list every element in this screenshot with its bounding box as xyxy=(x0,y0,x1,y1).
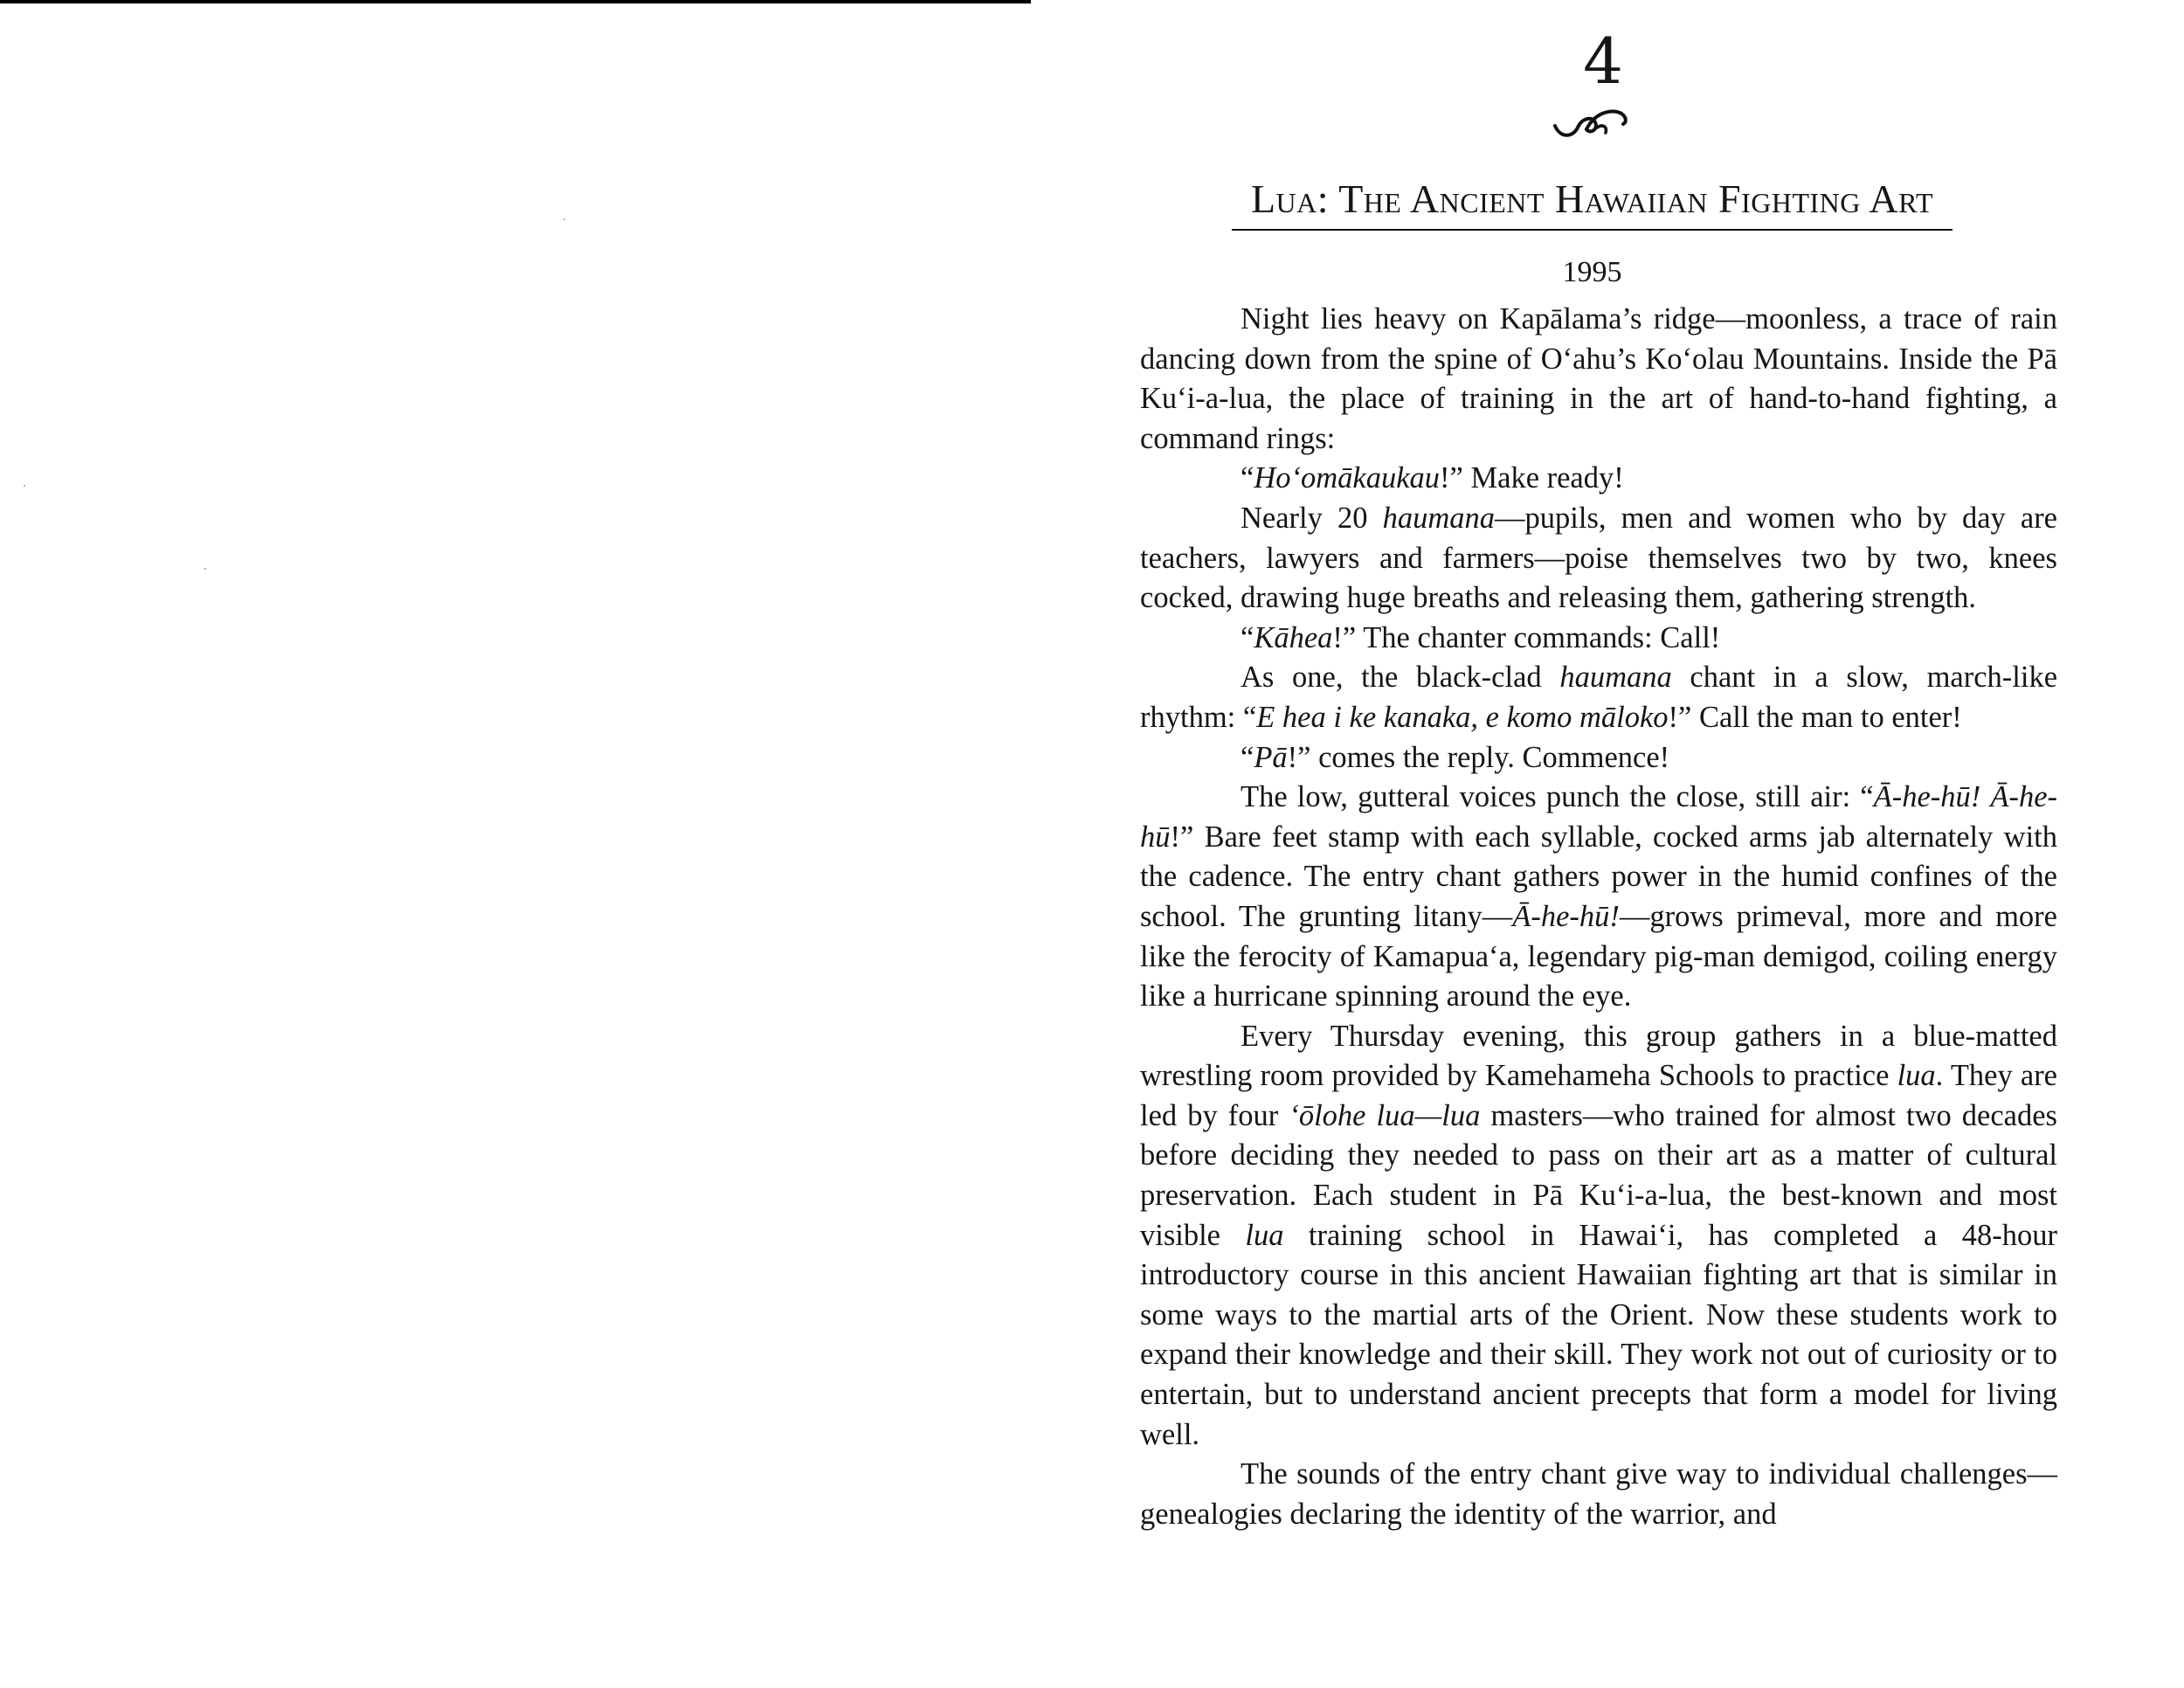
text-run: masters—who trained for almost two decades before deciding they needed to pass on their art as a matter of cultural preservation. Each student in Pā Ku‘i-a-lua, the best-known and most visible xyxy=(1140,1098,2057,1252)
top-edge-rule xyxy=(0,0,1031,3)
chapter-title: Lua: The Ancient Hawaiian Fighting Art xyxy=(1250,176,1934,221)
italic-term: Pā xyxy=(1254,740,1288,774)
text-run: !” comes the reply. Commence! xyxy=(1287,740,1670,774)
text-run: “ xyxy=(1241,740,1254,774)
paragraph-p9 xyxy=(1140,1455,2057,1534)
text-run: training school in Hawai‘i, has completed a 48-hour introductory course in this ancient Hawaiian fighting art that is similar in some ways to the martial arts of the Orient. Now these students work to expand their knowledge and their skill. They work not out of curiosity or to entertain, but to understand ancient precepts that form a model for living well. xyxy=(1140,1218,2057,1451)
paragraph-p6 xyxy=(1140,738,2057,778)
text-run: Night lies heavy on Kapālama’s ridge—moonless, a trace of rain dancing down from the spine of O‘ahu’s Ko‘olau Mountains. Inside the Pā Ku‘i-a-lua, the place of training in the art of hand-to-hand fighting, a command rings: xyxy=(1140,302,2057,455)
text-run: !” The chanter commands: Call! xyxy=(1332,620,1721,654)
text-run: Every Thursday evening, this group gathers in a blue-matted wrestling room provided by Kamehameha Schools to practice xyxy=(1140,1019,2057,1093)
italic-term: Kāhea xyxy=(1254,620,1333,654)
text-run: The low, gutteral voices punch the close, still air: “ xyxy=(1241,780,1874,814)
italic-term: lua xyxy=(1897,1059,1936,1093)
italic-term: haumana xyxy=(1382,501,1496,535)
text-run: —grows primeval, more and more like the ferocity of Kamapua‘a, legendary pig-man demigod, coiling energy like a hurricane spinning around the eye. xyxy=(1140,899,2057,1013)
paragraph-p1 xyxy=(1140,300,2057,459)
text-run: —pupils, men and women who by day are teachers, lawyers and farmers—poise themselves two by two, knees cocked, drawing huge breaths and releasing them, gathering strength. xyxy=(1140,501,2057,615)
text-run: !” Call the man to enter! xyxy=(1668,700,1962,734)
decorative-flourish-icon xyxy=(1552,103,1630,143)
text-run: “ xyxy=(1241,620,1254,654)
paragraph-p7 xyxy=(1140,778,2057,1017)
chapter-number: 4 xyxy=(1583,24,1623,98)
scan-speck xyxy=(563,218,565,220)
text-run: . They are led by four xyxy=(1140,1059,2057,1132)
italic-term: ‘ōlohe lua—lua xyxy=(1289,1098,1481,1132)
paragraph-p4 xyxy=(1140,619,2057,659)
italic-term: haumana xyxy=(1559,661,1672,695)
text-run: “ xyxy=(1241,461,1254,495)
text-run: chant in a slow, march-like rhythm: “ xyxy=(1140,661,2058,734)
text-run: !” Bare feet stamp with each syllable, cocked arms jab alternately with the cadence. The entry chant gathers power in the humid confines of the school. The grunting litany— xyxy=(1140,820,2057,933)
italic-term: Ho‘omākaukau xyxy=(1254,461,1441,495)
italic-term: lua xyxy=(1245,1218,1284,1252)
italic-term: Ā-he-hū! xyxy=(1512,899,1620,933)
scan-speck xyxy=(204,568,206,570)
italic-term: E hea i ke kanaka, e komo māloko xyxy=(1256,700,1669,734)
text-run: The sounds of the entry chant give way to individual challenges—genealogies declaring the identity of the warrior, and xyxy=(1140,1457,2057,1531)
text-run: !” Make ready! xyxy=(1440,461,1624,495)
body-text xyxy=(1140,300,2057,1534)
title-underline xyxy=(1232,229,1952,231)
text-run: As one, the black-clad xyxy=(1241,661,1560,695)
scan-speck xyxy=(24,485,25,487)
paragraph-p5 xyxy=(1140,658,2057,737)
chapter-year: 1995 xyxy=(1562,256,1622,288)
paragraph-p3 xyxy=(1140,499,2057,619)
italic-term: Ā-he-hū! Ā-he-hū xyxy=(1140,780,2057,854)
paragraph-p2 xyxy=(1140,459,2057,499)
paragraph-p8 xyxy=(1140,1017,2057,1456)
text-run: Nearly 20 xyxy=(1241,501,1383,535)
